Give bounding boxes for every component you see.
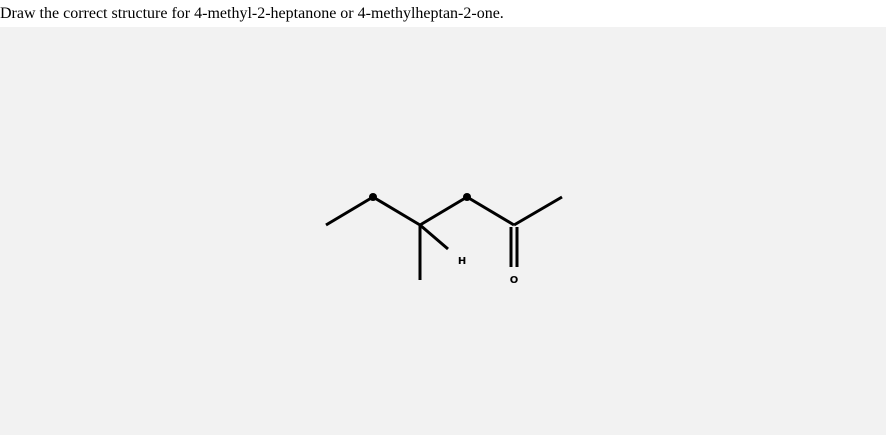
- bond-c4-c3[interactable]: [467, 197, 514, 225]
- question-text: Draw the correct structure for 4-methyl-2-heptanone or 4-methylheptan-2-one.: [0, 5, 504, 22]
- bond-hydrogen[interactable]: [420, 225, 448, 249]
- atom-label-hydrogen[interactable]: H: [457, 256, 467, 267]
- atom-dot-c4[interactable]: [463, 193, 471, 201]
- atom-label-oxygen[interactable]: O: [509, 275, 519, 286]
- bond-c3-c2[interactable]: [514, 197, 562, 225]
- atom-dot-c6[interactable]: [369, 193, 377, 201]
- bond-c7-c6[interactable]: [326, 197, 373, 225]
- bond-c6-c5[interactable]: [373, 197, 420, 225]
- drawing-canvas[interactable]: [0, 27, 886, 435]
- bond-c5-c4[interactable]: [420, 197, 467, 225]
- molecule-structure[interactable]: [0, 27, 886, 435]
